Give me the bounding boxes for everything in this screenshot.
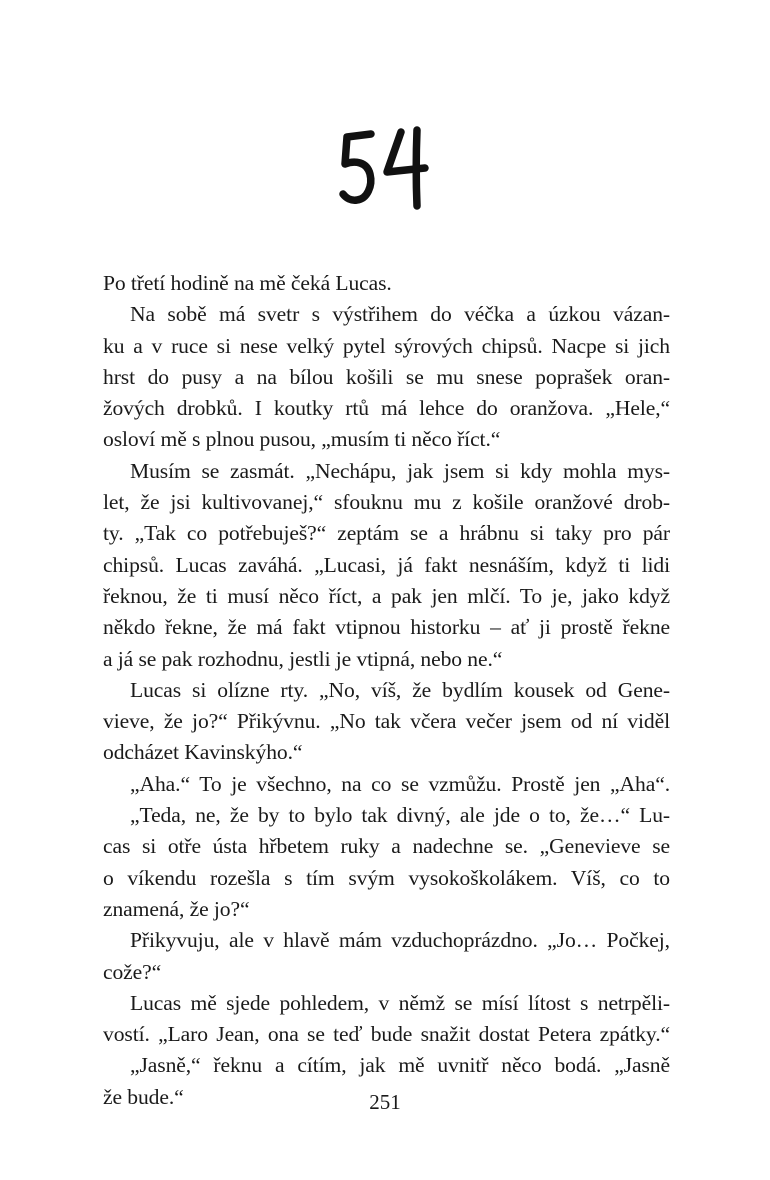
text-line: Musím se zasmát. „Nechápu, jak jsem si kdy mohla mys- bbox=[130, 458, 670, 483]
text-line: ku a v ruce si nese velký pytel sýrových chipsů. Nacpe si jich bbox=[103, 333, 670, 358]
text-line: „Teda, ne, že by to bylo tak divný, ale jde o to, že…“ Lu- bbox=[130, 803, 670, 828]
text-line: a já se pak rozhodnu, jestli je vtipná, nebo ne.“ bbox=[103, 646, 503, 671]
chapter-number bbox=[0, 120, 770, 221]
text-line: někdo řekne, že má fakt vtipnou historku – ať ji prostě řekne bbox=[103, 615, 670, 640]
text-line: osloví mě s plnou pusou, „musím ti něco říct.“ bbox=[103, 427, 501, 452]
text-line: „Aha.“ To je všechno, na co se vzmůžu. Prostě jen „Aha“. bbox=[130, 771, 670, 796]
text-line: „Jasně,“ řeknu a cítím, jak mě uvnitř něco bodá. „Jasně bbox=[130, 1053, 670, 1078]
text-line: cas si otře ústa hřbetem ruky a nadechne se. „Genevieve se bbox=[103, 834, 670, 859]
text-line: řeknou, že ti musí něco říct, a pak jen mlčí. To je, jako když bbox=[103, 583, 670, 608]
chapter-number-glyphs bbox=[337, 120, 433, 216]
text-line: Lucas mě sjede pohledem, v němž se mísí lítost s netrpěli- bbox=[130, 990, 670, 1015]
text-line: Lucas si olízne rty. „No, víš, že bydlím kousek od Gene- bbox=[130, 677, 670, 702]
text-line: Přikyvuju, ale v hlavě mám vzduchoprázdno. „Jo… Počkej, bbox=[130, 928, 670, 953]
text-line: let, že jsi kultivovanej,“ sfouknu mu z košile oranžové drob- bbox=[103, 490, 670, 515]
text-line: že bude.“ bbox=[103, 1084, 184, 1109]
text-line: cože?“ bbox=[103, 959, 162, 984]
text-line: odcházet Kavinskýho.“ bbox=[103, 740, 303, 765]
text-line: hrst do pusy a na bílou košili se mu snese poprašek oran- bbox=[103, 364, 670, 389]
text-line: vostí. „Laro Jean, ona se teď bude snažit dostat Petera zpátky.“ bbox=[103, 1022, 670, 1047]
page-number: 251 bbox=[369, 1090, 401, 1114]
text-line: o víkendu rozešla s tím svým vysokoškolákem. Víš, co to bbox=[103, 865, 670, 890]
text-line: Po třetí hodině na mě čeká Lucas. bbox=[103, 271, 392, 295]
text-line: znamená, že jo?“ bbox=[103, 896, 250, 921]
text-line: ty. „Tak co potřebuješ?“ zeptám se a hrábnu si taky pro pár bbox=[103, 521, 670, 546]
text-line: chipsů. Lucas zaváhá. „Lucasi, já fakt nesnáším, když ti lidi bbox=[103, 552, 670, 577]
text-line: žových drobků. I koutky rtů má lehce do oranžova. „Hele,“ bbox=[103, 396, 670, 421]
text-line: vieve, že jo?“ Přikývnu. „No tak včera večer jsem od ní viděl bbox=[103, 709, 670, 734]
text-line: Na sobě má svetr s výstřihem do véčka a úzkou vázan- bbox=[130, 302, 670, 327]
body-text bbox=[103, 268, 670, 1113]
